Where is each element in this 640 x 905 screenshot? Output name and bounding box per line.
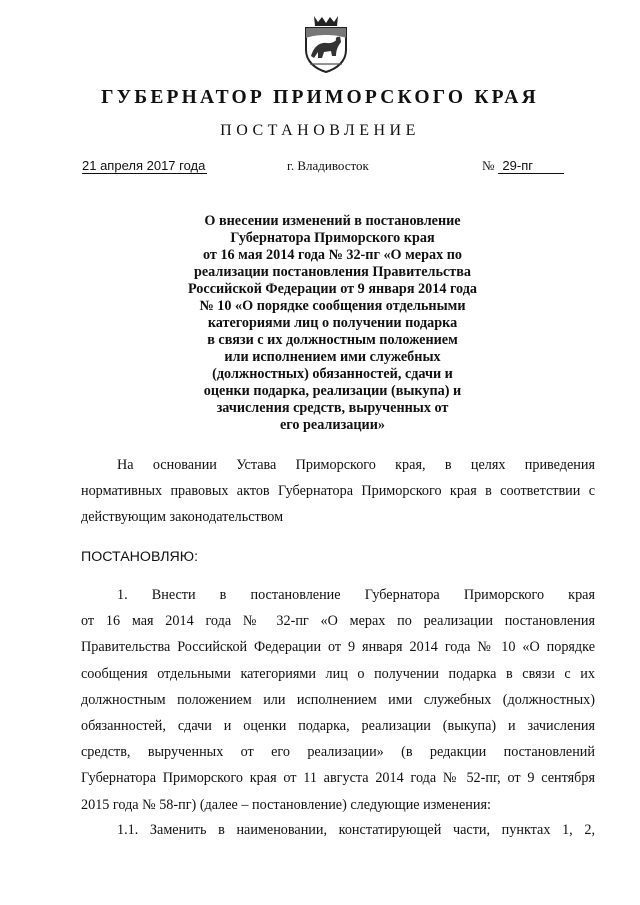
- subject-line: (должностных) обязанностей, сдачи и: [212, 366, 453, 382]
- document-city: г. Владивосток: [287, 158, 369, 173]
- paragraph-line: 2015 года № 58-пг) (далее – постановление) следующие изменения:: [81, 796, 491, 813]
- subject-line: оценки подарка, реализации (выкупа) и: [203, 383, 462, 399]
- item-1-1-paragraph: [81, 817, 595, 843]
- document-number: [482, 158, 564, 174]
- subject-line: или исполнением ими служебных: [224, 349, 441, 365]
- paragraph-line: Губернатора Приморского края от 11 августа 2014 года № 52-пг, от 9 сентября: [81, 770, 595, 787]
- coat-of-arms-emblem: [300, 12, 352, 74]
- paragraph-line: действующим законодательством: [81, 509, 284, 526]
- paragraph-line: средств, вырученных от его реализации» (в редакции постановлений: [81, 744, 595, 761]
- number-value: 29-пг: [498, 158, 564, 174]
- subject-line: № 10 «О порядке сообщения отдельными: [199, 298, 466, 314]
- preamble-paragraph: [81, 452, 595, 531]
- paragraph-line: На основании Устава Приморского края, в целях приведения: [117, 457, 595, 473]
- paragraph-line: сообщения отдельными категориями лиц о получении подарка в связи с их: [81, 665, 595, 682]
- subject-line: реализации постановления Правительства: [193, 264, 472, 280]
- document-subject: [160, 213, 505, 434]
- document-type: ПОСТАНОВЛЕНИЕ: [220, 122, 420, 139]
- document-date: 21 апреля 2017 года: [82, 158, 206, 173]
- paragraph-line: Правительства Российской Федерации от 9 января 2014 года № 10 «О порядке: [81, 639, 595, 656]
- paragraph-line: нормативных правовых актов Губернатора Приморского края в соответствии с: [81, 483, 595, 500]
- number-sign: №: [482, 158, 495, 173]
- item-1-paragraph: [81, 582, 595, 818]
- subject-line: Российской Федерации от 9 января 2014 года: [187, 281, 478, 297]
- paragraph-line: от 16 мая 2014 года № 32-пг «О мерах по реализации постановления: [81, 613, 595, 630]
- subject-line: от 16 мая 2014 года № 32-пг «О мерах по: [203, 247, 462, 263]
- subject-line: Губернатора Приморского края: [230, 230, 435, 246]
- paragraph-line: обязанностей, сдачи и оценки подарка, реализации (выкупа) и зачисления: [81, 718, 595, 735]
- subject-line: О внесении изменений в постановление: [204, 213, 461, 229]
- issuer-title: ГУБЕРНАТОР ПРИМОРСКОГО КРАЯ: [101, 87, 539, 108]
- subject-line: зачисления средств, вырученных от: [216, 400, 449, 416]
- subject-line: категориями лиц о получении подарка: [207, 315, 458, 331]
- paragraph-line: 1.1. Заменить в наименовании, констатирующей части, пунктах 1, 2,: [117, 822, 595, 838]
- decree-word: ПОСТАНОВЛЯЮ:: [81, 549, 199, 565]
- paragraph-line: 1. Внести в постановление Губернатора Приморского края: [117, 587, 595, 603]
- subject-line: в связи с их должностным положением: [207, 332, 458, 348]
- paragraph-line: должностным положением или исполнением ими служебных (должностных): [81, 691, 595, 708]
- subject-line: его реализации»: [280, 417, 385, 433]
